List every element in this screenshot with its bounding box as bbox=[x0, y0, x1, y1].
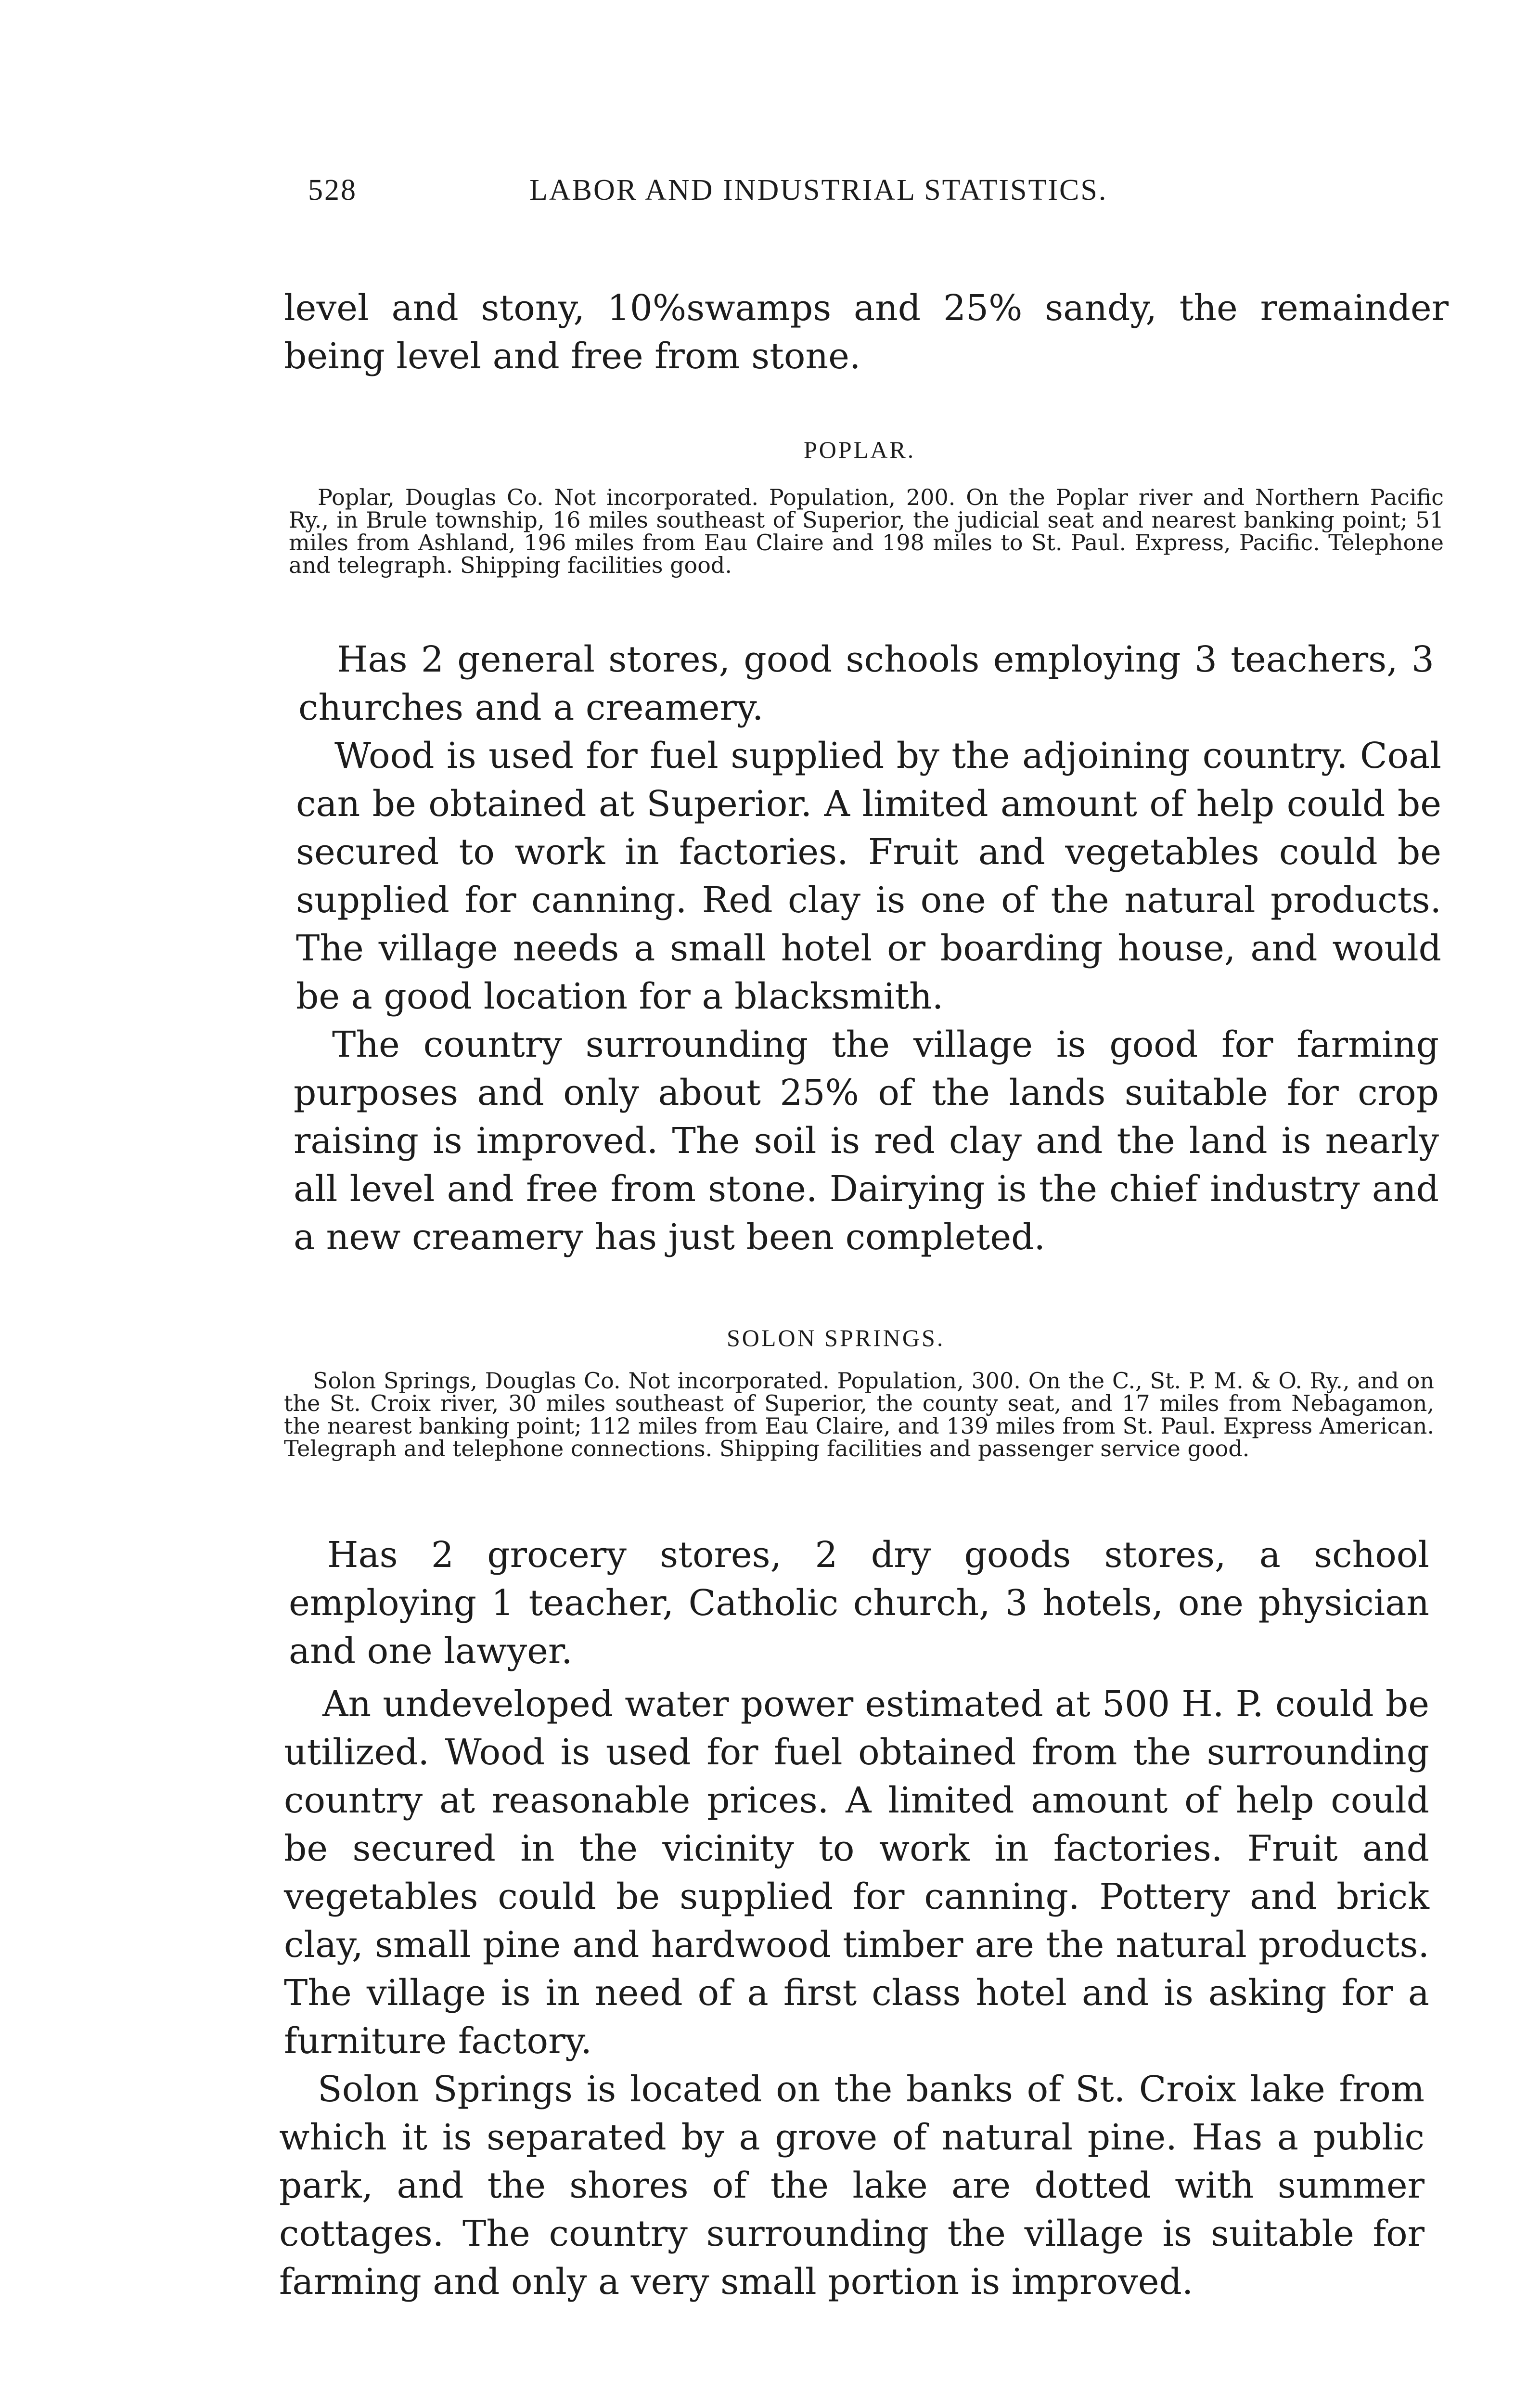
running-title: LABOR AND INDUSTRIAL STATISTICS. bbox=[529, 174, 1108, 207]
paragraph-poplar-farming: The country surrounding the village is good for farming purposes and only about 25% of the lands suitable for crop raising is improved. The soil is red clay and the land is nearly all level and free from stone. Dairying is the chief industry and a new creamery has just been completed. bbox=[294, 1024, 1439, 1258]
paragraph-poplar-resources: Wood is used for fuel supplied by the adjoining country. Coal can be obtained at Superior. A limited amount of help could be secured to work in factories. Fruit and vegetables could be supplied for canning. Red clay is one of the natural products. The village needs a small hotel or boarding house, and would be a good location for a blacksmith. bbox=[296, 735, 1441, 1017]
continuation-paragraph: level and stony, 10%swamps and 25% sandy, the remainder being level and free from stone. bbox=[284, 287, 1449, 377]
paragraph-solon-springs-stores: Has 2 grocery stores, 2 dry goods stores, a school employing 1 teacher, Catholic church, 3 hotels, one physician and one lawyer. bbox=[289, 1534, 1429, 1672]
section-title-poplar: POPLAR. bbox=[804, 436, 916, 463]
paragraph-solon-springs-location: Solon Springs is located on the banks of St. Croix lake from which it is separated by a grove of natural pine. Has a public park, and the shores of the lake are dotted with summer cottages. The country surrounding the village is suitable for farming and only a very small portion is improved. bbox=[279, 2069, 1424, 2303]
info-block-solon-springs: Solon Springs, Douglas Co. Not incorporated. Population, 300. On the C., St. P. M. & O. Ry., and on the St. Croix river, 30 miles southeast of Superior, the county seat, and 17 miles from Nebagamon, the nearest banking point; 112 miles from Eau Claire, and 139 miles from St. Paul. Express American. Telegraph and telephone connections. Shipping facilities and passenger service good. bbox=[284, 1368, 1434, 1462]
paragraph-solon-springs-resources: An undeveloped water power estimated at 500 H. P. could be utilized. Wood is used for fuel obtained from the surrounding country at reasonable prices. A limited amount of help could be secured in the vicinity to work in factories. Fruit and vegetables could be supplied for canning. Pottery and brick clay, small pine and hardwood timber are the natural products. The village is in need of a first class hotel and is asking for a furniture factory. bbox=[284, 1683, 1429, 2062]
section-title-solon-springs: SOLON SPRINGS. bbox=[727, 1324, 945, 1351]
paragraph-poplar-stores: Has 2 general stores, good schools employing 3 teachers, 3 churches and a creamery. bbox=[298, 639, 1434, 728]
info-block-poplar: Poplar, Douglas Co. Not incorporated. Population, 200. On the Poplar river and Northern Pacific Ry., in Brule township, 16 miles southeast of Superior, the judicial seat and nearest banking point; 51 miles from Ashland, 196 miles from Eau Claire and 198 miles to St. Paul. Express, Pacific. Telephone and telegraph. Shipping facilities good. bbox=[289, 484, 1444, 578]
page-number: 528 bbox=[308, 174, 357, 207]
